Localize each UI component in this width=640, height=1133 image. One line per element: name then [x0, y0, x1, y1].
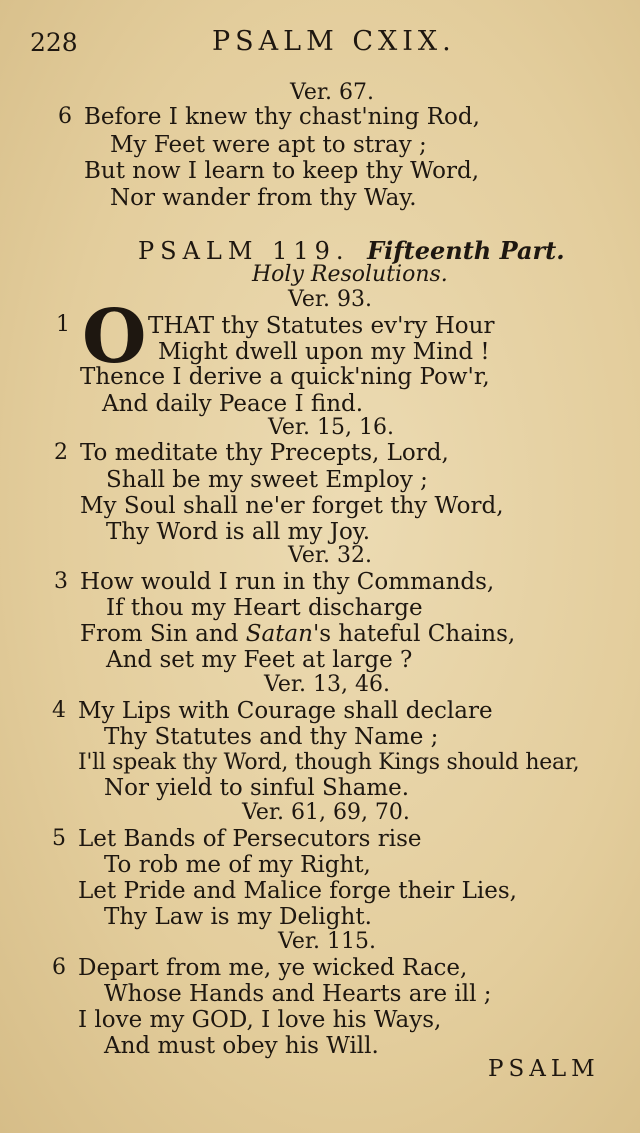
verse-line: THAT thy Statutes ev'ry Hour — [148, 313, 495, 339]
running-title: PSALM CXIX. — [212, 26, 456, 57]
verse-line: My Feet were apt to stray ; — [110, 132, 427, 158]
verse-line: And set my Feet at large ? — [106, 647, 413, 673]
italic-word: Satan — [245, 621, 313, 647]
verse-reference: Ver. 115. — [278, 929, 376, 954]
verse-reference: Ver. 15, 16. — [268, 415, 394, 440]
section-subtitle: Holy Resolutions. — [252, 262, 448, 287]
verse-reference: Ver. 32. — [288, 543, 372, 568]
stanza-number: 6 — [52, 955, 66, 980]
verse-line: How would I run in thy Commands, — [80, 569, 495, 595]
verse-line: Nor yield to sinful Shame. — [104, 775, 410, 801]
verse-line: Depart from me, ye wicked Race, — [78, 955, 468, 981]
verse-line: My Soul shall ne'er forget thy Word, — [80, 493, 504, 519]
verse-reference: Ver. 93. — [288, 287, 372, 312]
verse-line: And must obey his Will. — [104, 1033, 379, 1059]
verse-line: Whose Hands and Hearts are ill ; — [104, 981, 492, 1007]
verse-line: I'll speak thy Word, though Kings should hear, — [78, 750, 580, 775]
psalm-number: PSALM 119. — [138, 237, 350, 265]
verse-line: Let Bands of Persecutors rise — [78, 826, 422, 852]
verse-line-end: 's hateful Chains, — [312, 621, 516, 647]
verse-line: Thence I derive a quick'ning Pow'r, — [80, 364, 490, 390]
verse-line: Nor wander from thy Way. — [110, 185, 417, 211]
stanza-number: 5 — [52, 826, 66, 851]
verse-line: Thy Statutes and thy Name ; — [104, 724, 439, 750]
part-title: Fifteenth Part. — [367, 236, 565, 265]
verse-reference: Ver. 61, 69, 70. — [242, 800, 410, 825]
verse-line: My Lips with Courage shall declare — [78, 698, 493, 724]
verse-line: And daily Peace I find. — [102, 391, 364, 417]
verse-line — [80, 621, 515, 647]
verse-line: To rob me of my Right, — [104, 852, 371, 878]
verse-line: Shall be my sweet Employ ; — [106, 467, 428, 493]
stanza-number: 2 — [54, 440, 68, 465]
catchword: PSALM — [488, 1056, 600, 1082]
verse-reference: Ver. 13, 46. — [264, 672, 390, 697]
section-heading — [138, 236, 565, 265]
stanza-number: 6 — [58, 104, 72, 129]
verse-line: Thy Law is my Delight. — [104, 904, 372, 930]
verse-line: But now I learn to keep thy Word, — [84, 158, 480, 184]
verse-line: Might dwell upon my Mind ! — [158, 339, 490, 365]
stanza-number: 4 — [52, 698, 66, 723]
stanza-number: 1 — [56, 312, 70, 337]
drop-cap: O — [82, 294, 147, 380]
verse-line: I love my GOD, I love his Ways, — [78, 1007, 442, 1033]
verse-line-start: From Sin and — [80, 621, 246, 647]
stanza-number: 3 — [54, 569, 68, 594]
verse-line: If thou my Heart discharge — [106, 595, 423, 621]
page-number: 228 — [30, 28, 78, 57]
verse-line: To meditate thy Precepts, Lord, — [80, 440, 449, 466]
verse-line: Thy Word is all my Joy. — [106, 519, 371, 545]
verse-reference: Ver. 67. — [290, 80, 374, 105]
verse-line: Before I knew thy chast'ning Rod, — [84, 104, 480, 130]
verse-line: Let Pride and Malice forge their Lies, — [78, 878, 517, 904]
